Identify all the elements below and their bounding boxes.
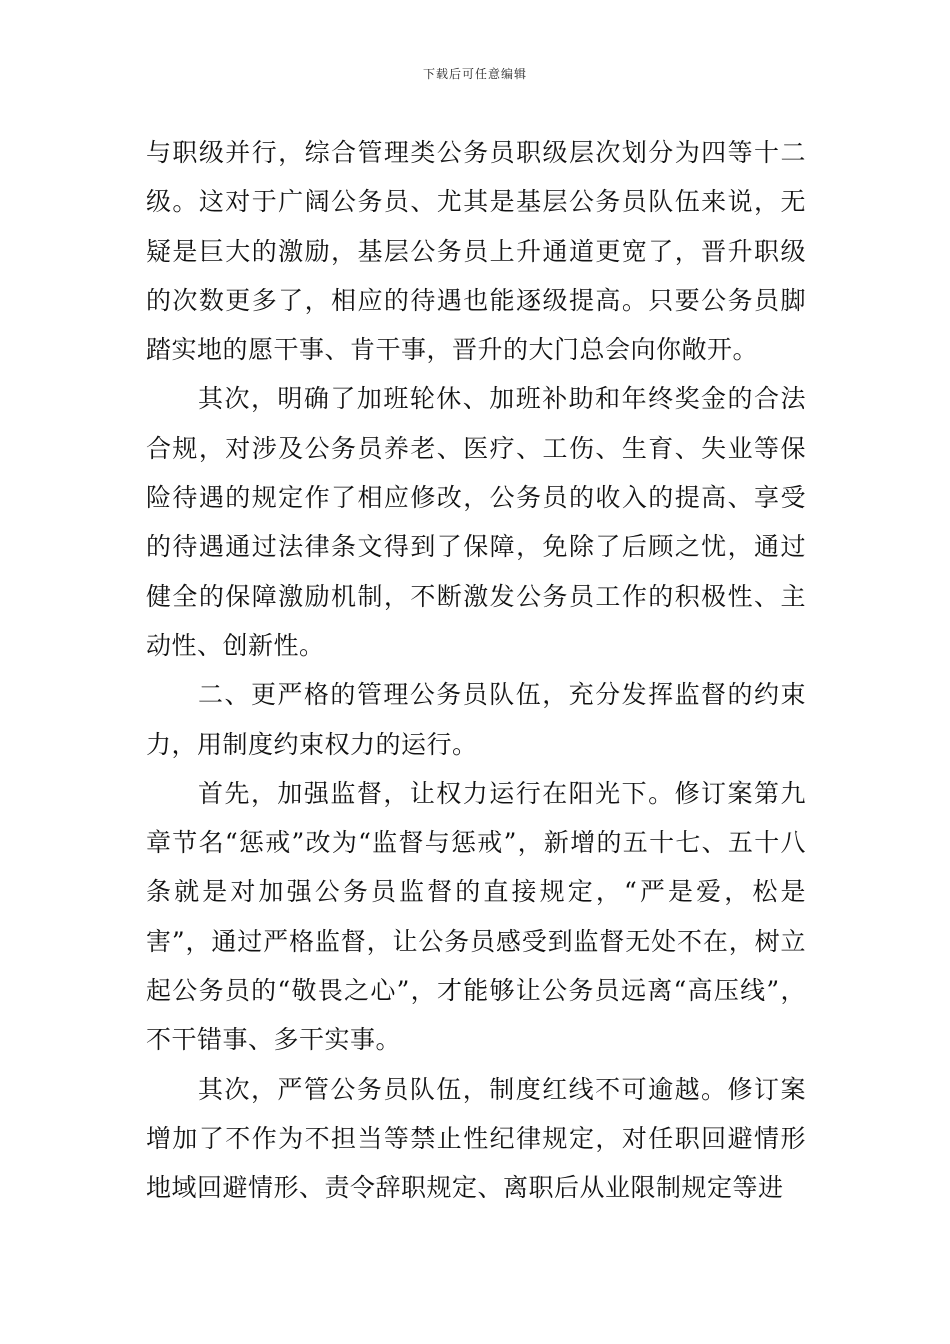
paragraph-benefits: 其次，明确了加班轮休、加班补助和年终奖金的合法合规，对涉及公务员养老、医疗、工伤、生育、失业等保险待遇的规定作了相应修改，公务员的收入的提高、享受的待遇通过法律条文得到了保障，免除了后顾之忧，通过健全的保障激励机制，不断激发公务员工作的积极性、主动性、创新性。 [146,384,806,660]
section-heading-supervision: 二、更严格的管理公务员队伍，充分发挥监督的约束力，用制度约束权力的运行。 [146,680,806,759]
paragraph-discipline: 其次，严管公务员队伍，制度红线不可逾越。修订案增加了不作为不担当等禁止性纪律规定，对任职回避情形地域回避情形、责令辞职规定、离职后从业限制规定等进 [146,1074,806,1203]
paragraph-continuation: 与职级并行，综合管理类公务员职级层次划分为四等十二级。这对于广阔公务员、尤其是基层公务员队伍来说，无疑是巨大的激励，基层公务员上升通道更宽了，晋升职级的次数更多了，相应的待遇也能逐级提高。只要公务员脚踏实地的愿干事、肯干事，晋升的大门总会向你敞开。 [146,138,806,365]
paragraph-supervision: 首先，加强监督，让权力运行在阳光下。修订案第九章节名“惩戒”改为“监督与惩戒”，新增的五十七、五十八条就是对加强公务员监督的直接规定，“严是爱，松是害”，通过严格监督，让公务员感受到监督无处不在，树立起公务员的“敬畏之心”，才能够让公务员远离“高压线”，不干错事、多干实事。 [146,778,806,1055]
document-body [146,128,806,1213]
page-header-note: 下载后可任意编辑 [422,67,527,81]
